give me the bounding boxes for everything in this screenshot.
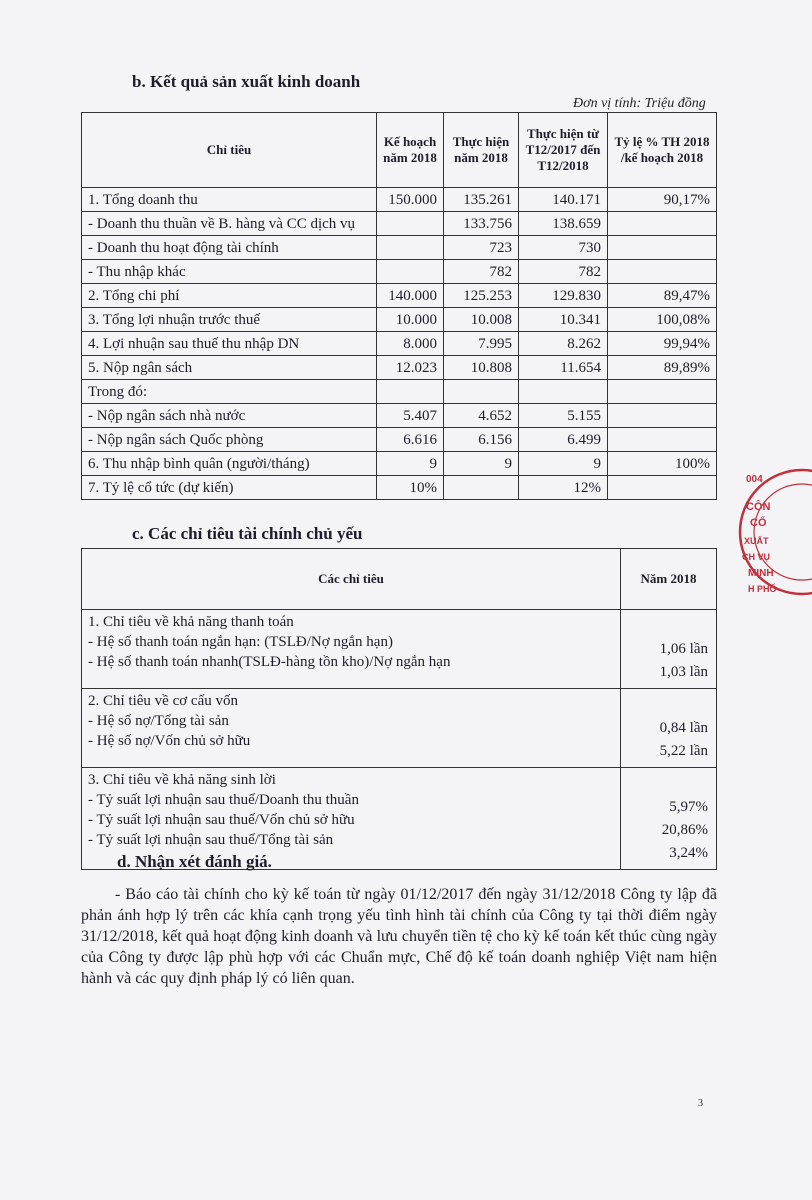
row-period: 129.830 <box>519 284 608 308</box>
header-ratio: Tỷ lệ % TH 2018 /kế hoạch 2018 <box>608 113 717 188</box>
section-b-title: b. Kết quả sản xuất kinh doanh <box>132 72 361 91</box>
row-period: 5.155 <box>519 404 608 428</box>
row-label: - Doanh thu hoạt động tài chính <box>82 236 377 260</box>
indicator-group-title: 2. Chỉ tiêu về cơ cấu vốn <box>88 693 238 709</box>
row-plan: 10% <box>377 476 444 500</box>
seal-lettering: CỔ <box>750 517 767 529</box>
table-row <box>82 476 717 500</box>
row-actual: 6.156 <box>444 428 519 452</box>
row-ratio <box>608 380 717 404</box>
row-period: 782 <box>519 260 608 284</box>
table-row <box>82 452 717 476</box>
seal-lettering: CÔN <box>746 501 771 513</box>
row-plan <box>377 380 444 404</box>
table-row <box>82 284 717 308</box>
assessment-paragraph: - Báo cáo tài chính cho kỳ kế toán từ ngày 01/12/2017 đến ngày 31/12/2018 Công ty lập đã phản ánh hợp lý trên các khía cạnh trọng yếu tình hình tài chính của Công ty tại thời điểm ngày 31/12/2018, kết quả hoạt động kinh doanh và lưu chuyển tiền tệ cho kỳ kế toán kết thúc cùng ngày của Công ty được lập phù hợp với các Chuẩn mực, Chế độ kế toán doanh nghiệp Việt nam hiện hành và các quy định pháp lý có liên quan. <box>81 886 717 987</box>
financial-indicators-table <box>81 548 717 870</box>
row-actual: 135.261 <box>444 188 519 212</box>
indicator-value-cell <box>621 689 717 768</box>
table-row <box>82 308 717 332</box>
row-ratio <box>608 428 717 452</box>
row-actual <box>444 476 519 500</box>
row-actual: 7.995 <box>444 332 519 356</box>
indicator-group-cell <box>82 610 621 689</box>
row-label: - Nộp ngân sách nhà nước <box>82 404 377 428</box>
indicator-value: 1,06 lần <box>659 641 708 657</box>
row-plan: 6.616 <box>377 428 444 452</box>
row-plan: 5.407 <box>377 404 444 428</box>
row-ratio: 90,17% <box>608 188 717 212</box>
row-label: Trong đó: <box>82 380 377 404</box>
row-ratio: 89,89% <box>608 356 717 380</box>
table-row <box>82 356 717 380</box>
row-plan: 150.000 <box>377 188 444 212</box>
row-ratio <box>608 404 717 428</box>
header-actual: Thực hiện năm 2018 <box>444 113 519 188</box>
table-row <box>82 332 717 356</box>
row-label: 4. Lợi nhuận sau thuế thu nhập DN <box>82 332 377 356</box>
row-period: 11.654 <box>519 356 608 380</box>
table-row <box>82 260 717 284</box>
row-actual: 125.253 <box>444 284 519 308</box>
row-period: 9 <box>519 452 608 476</box>
indicator-value-cell <box>621 610 717 689</box>
indicator-value: 1,03 lần <box>659 664 708 680</box>
row-plan: 9 <box>377 452 444 476</box>
indicator-item: - Tỷ suất lợi nhuận sau thuế/Doanh thu thuần <box>88 792 359 808</box>
row-period: 140.171 <box>519 188 608 212</box>
header-period: Thực hiện từ T12/2017 đến T12/2018 <box>519 113 608 188</box>
row-plan: 10.000 <box>377 308 444 332</box>
row-plan: 12.023 <box>377 356 444 380</box>
indicator-group-cell <box>82 689 621 768</box>
indicator-group-title: 1. Chỉ tiêu về khả năng thanh toán <box>88 614 294 630</box>
row-ratio <box>608 476 717 500</box>
row-label: 3. Tổng lợi nhuận trước thuế <box>82 308 377 332</box>
indicator-item: - Hệ số thanh toán nhanh(TSLĐ-hàng tồn kho)/Nợ ngắn hạn <box>88 654 451 670</box>
table-row <box>82 212 717 236</box>
row-plan: 140.000 <box>377 284 444 308</box>
unit-note: Đơn vị tính: Triệu đồng <box>573 96 706 111</box>
row-ratio: 100,08% <box>608 308 717 332</box>
seal-lettering: H PHỐ <box>748 584 777 594</box>
table-header-row <box>82 549 717 610</box>
table-row <box>82 236 717 260</box>
row-ratio: 99,94% <box>608 332 717 356</box>
row-period: 6.499 <box>519 428 608 452</box>
row-label: 1. Tổng doanh thu <box>82 188 377 212</box>
table-row <box>82 428 717 452</box>
row-period: 138.659 <box>519 212 608 236</box>
section-d-title: d. Nhận xét đánh giá. <box>117 852 272 871</box>
row-plan <box>377 212 444 236</box>
row-label: - Doanh thu thuần về B. hàng và CC dịch vụ <box>82 212 377 236</box>
row-actual: 9 <box>444 452 519 476</box>
company-seal <box>732 462 812 612</box>
indicator-item: - Tỷ suất lợi nhuận sau thuế/Tổng tài sản <box>88 832 334 848</box>
indicator-group-title: 3. Chỉ tiêu về khả năng sinh lời <box>88 772 276 788</box>
row-label: - Nộp ngân sách Quốc phòng <box>82 428 377 452</box>
table-header-row <box>82 113 717 188</box>
indicator-item: - Tỷ suất lợi nhuận sau thuế/Vốn chủ sở hữu <box>88 812 355 828</box>
row-actual: 4.652 <box>444 404 519 428</box>
seal-lettering: 004 <box>746 474 763 485</box>
row-actual: 133.756 <box>444 212 519 236</box>
row-plan <box>377 236 444 260</box>
row-actual: 10.008 <box>444 308 519 332</box>
row-label: 5. Nộp ngân sách <box>82 356 377 380</box>
row-actual: 723 <box>444 236 519 260</box>
header-plan: Kế hoạch năm 2018 <box>377 113 444 188</box>
indicator-item: - Hệ số nợ/Tổng tài sản <box>88 713 229 729</box>
row-ratio <box>608 236 717 260</box>
header-indicator: Chỉ tiêu <box>82 113 377 188</box>
row-label: - Thu nhập khác <box>82 260 377 284</box>
seal-lettering: MINH <box>748 568 774 579</box>
row-ratio <box>608 212 717 236</box>
indicator-group-row <box>82 610 717 689</box>
row-ratio: 100% <box>608 452 717 476</box>
indicator-value: 20,86% <box>661 822 708 838</box>
row-period: 730 <box>519 236 608 260</box>
header-year: Năm 2018 <box>621 549 717 610</box>
row-actual: 782 <box>444 260 519 284</box>
indicator-value: 5,97% <box>669 799 708 815</box>
row-plan: 8.000 <box>377 332 444 356</box>
table-row <box>82 404 717 428</box>
indicator-value: 5,22 lần <box>659 743 708 759</box>
table-row <box>82 380 717 404</box>
seal-lettering: XUẤT <box>744 536 769 546</box>
seal-lettering: CH VỤ <box>742 552 771 562</box>
indicator-item: - Hệ số thanh toán ngắn hạn: (TSLĐ/Nợ ngắn hạn) <box>88 634 393 650</box>
business-results-table <box>81 112 717 500</box>
indicator-value: 3,24% <box>669 845 708 861</box>
page-number: 3 <box>698 1098 703 1109</box>
row-period: 12% <box>519 476 608 500</box>
row-period: 10.341 <box>519 308 608 332</box>
indicator-group-row <box>82 689 717 768</box>
row-actual: 10.808 <box>444 356 519 380</box>
row-ratio <box>608 260 717 284</box>
row-plan <box>377 260 444 284</box>
row-period: 8.262 <box>519 332 608 356</box>
row-label: 6. Thu nhập bình quân (người/tháng) <box>82 452 377 476</box>
row-label: 2. Tổng chi phí <box>82 284 377 308</box>
indicator-value: 0,84 lần <box>659 720 708 736</box>
row-actual <box>444 380 519 404</box>
seal-inner-ring <box>754 484 812 580</box>
row-period <box>519 380 608 404</box>
table-row <box>82 188 717 212</box>
header-indicators: Các chỉ tiêu <box>82 549 621 610</box>
indicator-value-cell <box>621 768 717 870</box>
indicator-item: - Hệ số nợ/Vốn chủ sở hữu <box>88 733 251 749</box>
row-label: 7. Tỷ lệ cổ tức (dự kiến) <box>82 476 377 500</box>
row-ratio: 89,47% <box>608 284 717 308</box>
section-c-title: c. Các chỉ tiêu tài chính chủ yếu <box>132 524 363 543</box>
